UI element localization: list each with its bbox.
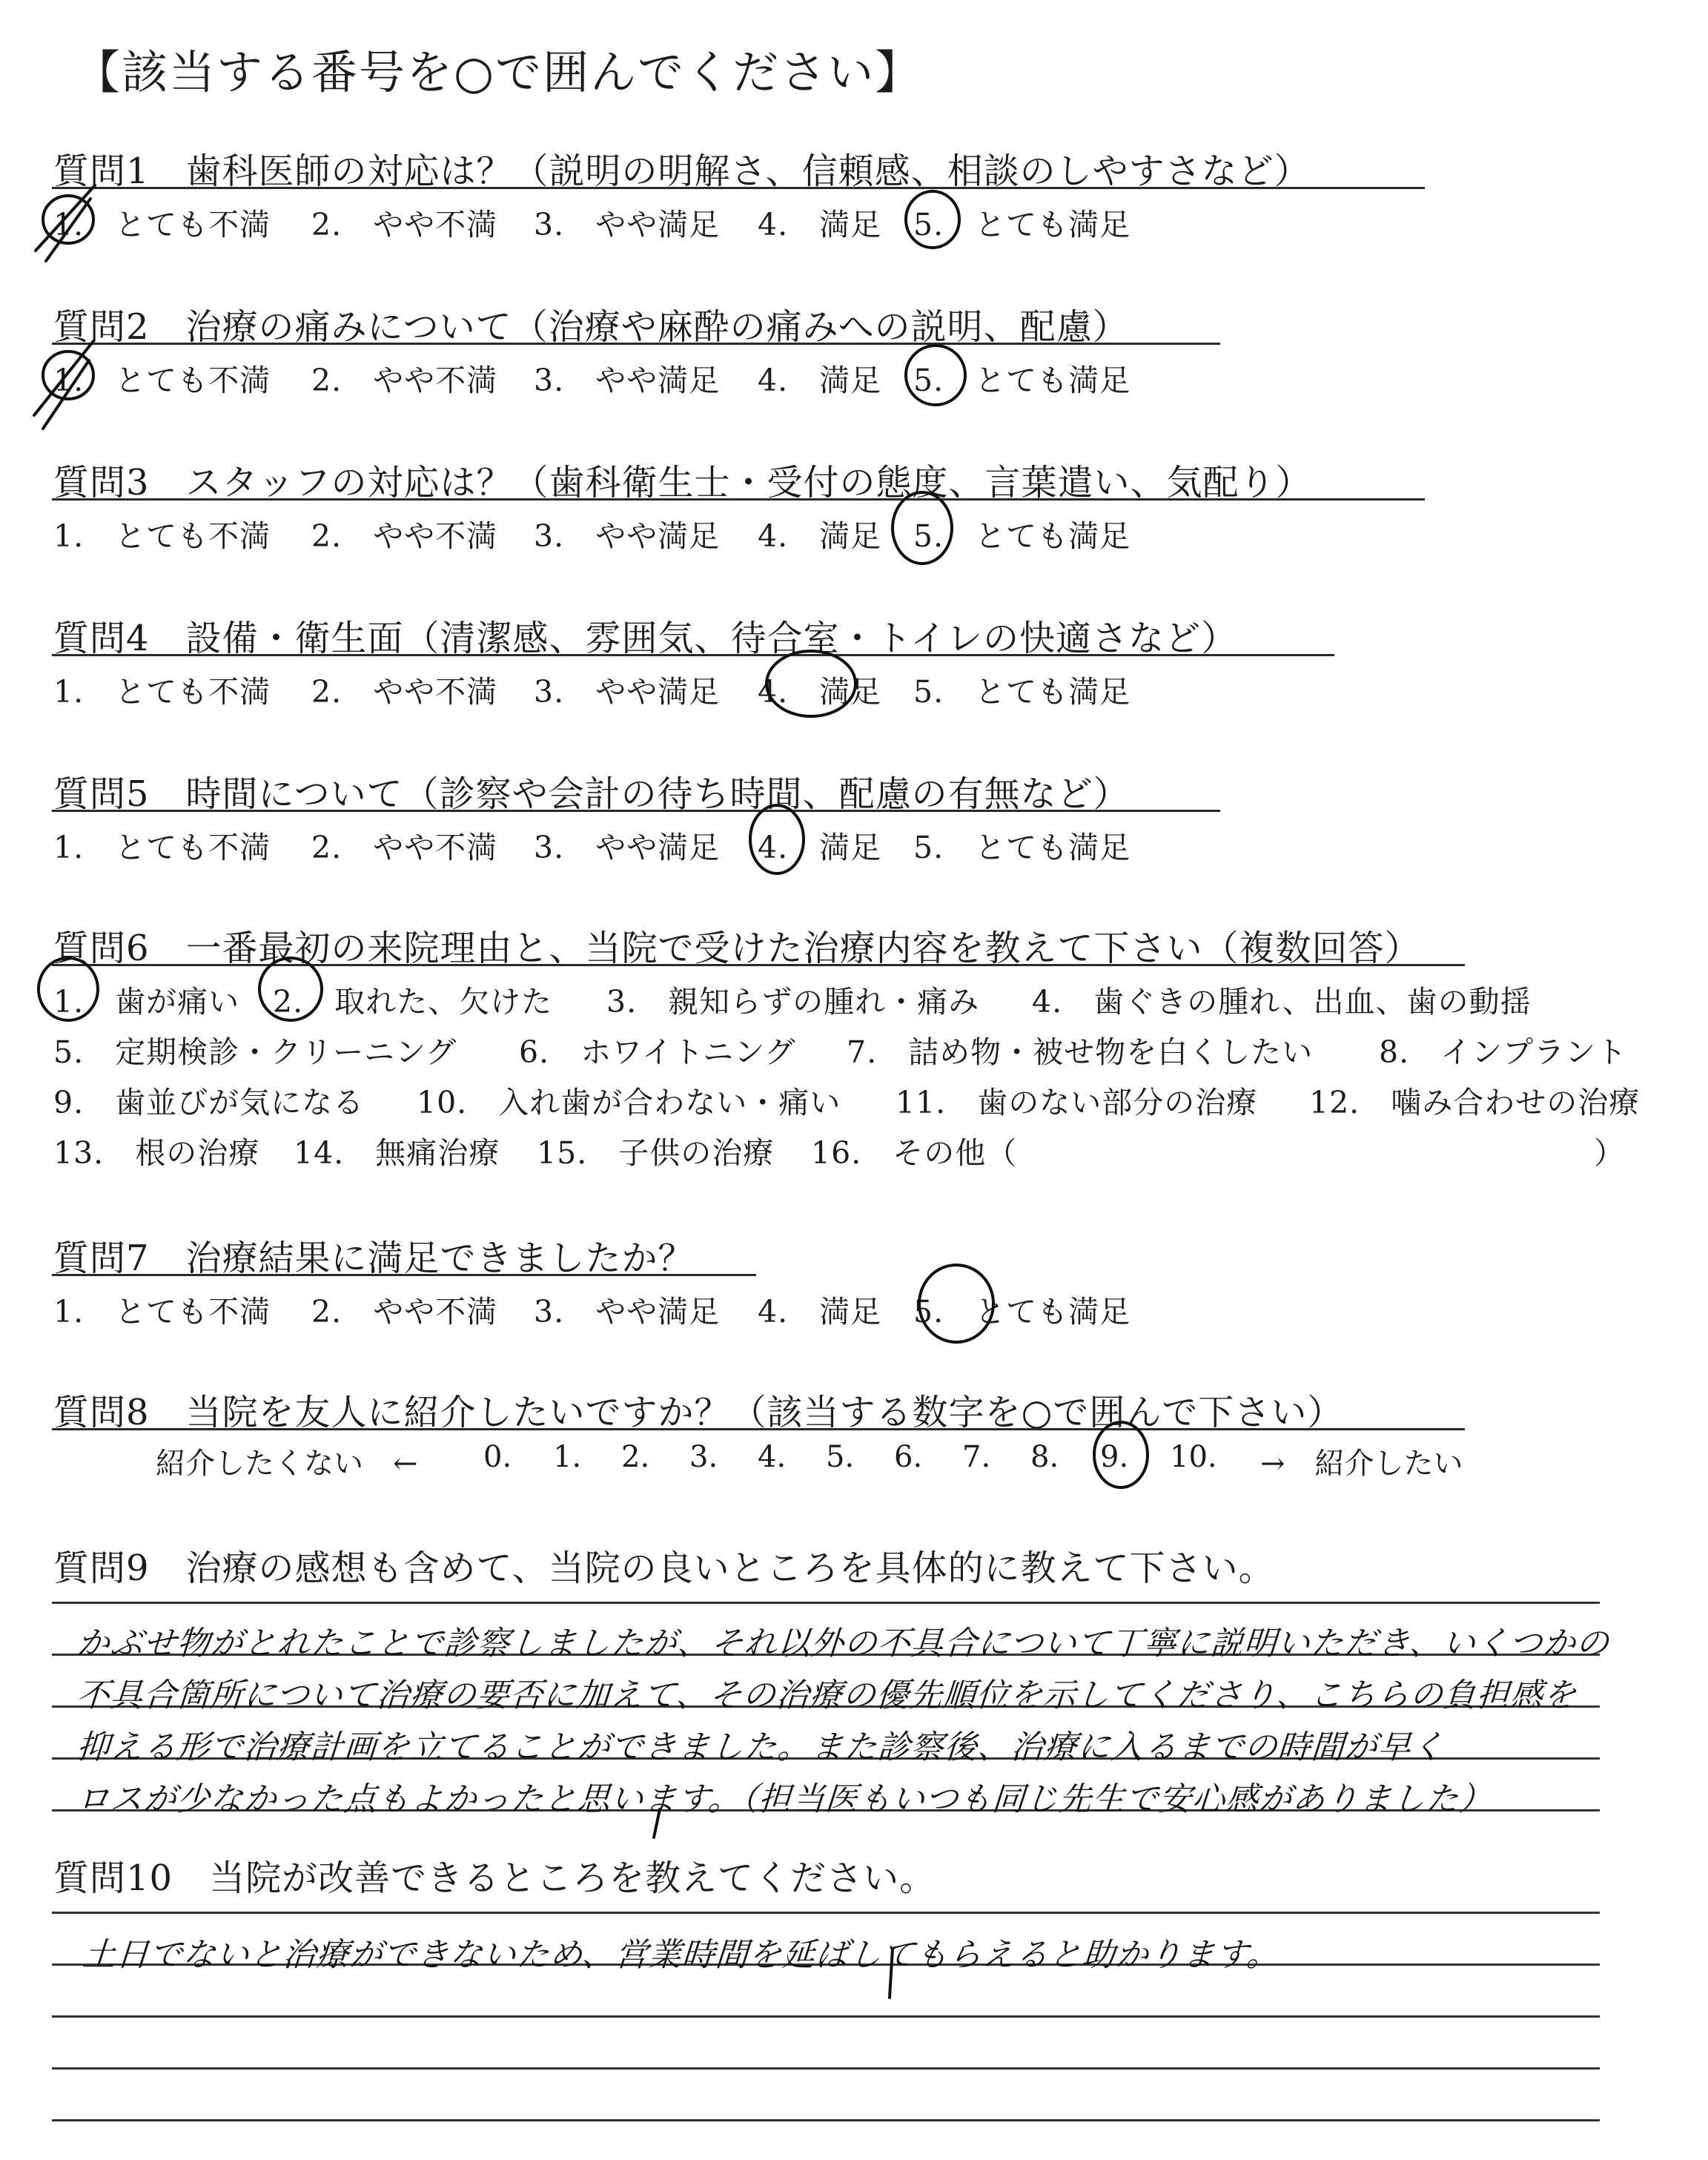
q6-option-14[interactable]: 14. 無痛治療 [294, 1135, 500, 1171]
q2-underline [52, 343, 1220, 345]
q3-option-1[interactable]: 1. とても不満 [53, 518, 271, 554]
q10-answer-rule-4 [52, 2067, 1600, 2070]
q8-scale-1[interactable]: 1. [553, 1440, 582, 1474]
q8-scale-7[interactable]: 7. [962, 1440, 991, 1474]
q6-option-7[interactable]: 7. 詰め物・被せ物を白くしたい [847, 1034, 1314, 1070]
q3-title: 質問3 スタッフの対応は？（歯科衛生士・受付の態度、言葉遣い、気配り） [53, 462, 1312, 503]
q7-option-4[interactable]: 4. 満足 [758, 1294, 882, 1330]
q4-option-1[interactable]: 1. とても不満 [53, 674, 271, 710]
q1-option-4[interactable]: 4. 満足 [758, 207, 882, 242]
q8-scale-10[interactable]: 10. [1170, 1440, 1217, 1474]
q6-option-8[interactable]: 8. インプラント [1379, 1034, 1628, 1070]
q10-title: 質問10 当院が改善できるところを教えてください。 [53, 1857, 936, 1899]
q1-option-1[interactable]: 1. とても不満 [53, 207, 271, 242]
q6-underline [52, 964, 1465, 966]
q9-answer-line-2[interactable]: 不具合箇所について治療の要否に加えて、その治療の優先順位を示してくださり、こちらの負担感を [75, 1677, 1578, 1714]
instruction-header: 【該当する番号を○で囲んでください】 [74, 45, 923, 99]
q5-option-2[interactable]: 2. やや不満 [311, 830, 498, 865]
q8-scale-2[interactable]: 2. [621, 1440, 650, 1474]
q3-option-2[interactable]: 2. やや不満 [311, 518, 498, 554]
q6-other-close-paren: ） [1594, 1135, 1625, 1171]
q3-option-5[interactable]: 5. とても満足 [913, 518, 1131, 554]
q3-option-3[interactable]: 3. やや満足 [534, 518, 721, 554]
q5-option-4[interactable]: 4. 満足 [758, 830, 882, 865]
q10-answer-line-1[interactable]: 土日でないと治療ができないため、営業時間を延ばしてもらえると助かります。 [81, 1936, 1282, 1974]
q4-option-2[interactable]: 2. やや不満 [311, 674, 498, 710]
q1-option-3[interactable]: 3. やや満足 [534, 207, 721, 242]
q1-option-5[interactable]: 5. とても満足 [913, 207, 1131, 242]
q10-answer-rule-1 [52, 1912, 1600, 1914]
q5-option-5[interactable]: 5. とても満足 [913, 830, 1131, 865]
q6-option-10[interactable]: 10. 入れ歯が合わない・痛い [417, 1085, 841, 1120]
q8-title: 質問8 当院を友人に紹介したいですか？（該当する数字を○で囲んで下さい） [53, 1392, 1344, 1433]
q1-title: 質問1 歯科医師の対応は？（説明の明解さ、信頼感、相談のしやすさなど） [53, 151, 1311, 192]
q8-underline [52, 1428, 1465, 1430]
q8-scale-5[interactable]: 5. [826, 1440, 855, 1474]
q7-underline [52, 1274, 756, 1276]
q9-answer-line-3[interactable]: 抑える形で治療計画を立てることができました。また診察後、治療に入るまでの時間が早く [75, 1728, 1446, 1766]
q6-title: 質問6 一番最初の来院理由と、当院で受けた治療内容を教えて下さい（複数回答） [53, 928, 1421, 969]
q5-underline [52, 810, 1220, 812]
q8-scale-9[interactable]: 9. [1100, 1440, 1129, 1474]
q9-title: 質問9 治療の感想も含めて、当院の良いところを具体的に教えて下さい。 [53, 1548, 1275, 1589]
q1-option-2[interactable]: 2. やや不満 [311, 207, 498, 242]
q4-option-3[interactable]: 3. やや満足 [534, 674, 721, 710]
q2-option-5[interactable]: 5. とても満足 [913, 363, 1131, 398]
q4-option-5[interactable]: 5. とても満足 [913, 674, 1131, 710]
q7-option-1[interactable]: 1. とても不満 [53, 1294, 271, 1330]
q9-answer-line-1[interactable]: かぶせ物がとれたことで診察しましたが、それ以外の不具合について丁寧に説明いただき、いくつかの [75, 1625, 1611, 1662]
q6-option-4[interactable]: 4. 歯ぐきの腫れ、出血、歯の動揺 [1032, 984, 1532, 1020]
q4-option-4[interactable]: 4. 満足 [758, 674, 882, 710]
q6-option-11[interactable]: 11. 歯のない部分の治療 [896, 1085, 1258, 1120]
q3-option-4[interactable]: 4. 満足 [758, 518, 882, 554]
q2-option-4[interactable]: 4. 満足 [758, 363, 882, 398]
q6-option-15[interactable]: 15. 子供の治療 [537, 1135, 775, 1171]
q6-option-9[interactable]: 9. 歯並びが気になる [53, 1085, 365, 1120]
q6-option-5[interactable]: 5. 定期検診・クリーニング [53, 1034, 457, 1070]
q8-left-label: 紹介したくない ← [156, 1447, 418, 1481]
q6-option-13[interactable]: 13. 根の治療 [53, 1135, 260, 1171]
q6-option-6[interactable]: 6. ホワイトニング [519, 1034, 796, 1070]
q8-right-label: → 紹介したい [1260, 1447, 1463, 1481]
q4-underline [52, 654, 1334, 656]
q7-option-5[interactable]: 5. とても満足 [913, 1294, 1131, 1330]
q6-option-1[interactable]: 1. 歯が痛い [53, 984, 240, 1020]
q7-option-3[interactable]: 3. やや満足 [534, 1294, 721, 1330]
q9-answer-rule-1 [52, 1602, 1600, 1604]
q4-title: 質問4 設備・衛生面（清潔感、雰囲気、待合室・トイレの快適さなど） [53, 618, 1238, 659]
q5-option-3[interactable]: 3. やや満足 [534, 830, 721, 865]
q5-option-1[interactable]: 1. とても不満 [53, 830, 271, 865]
q6-option-16[interactable]: 16. その他（ [811, 1135, 1018, 1171]
q6-option-3[interactable]: 3. 親知らずの腫れ・痛み [606, 984, 980, 1020]
q10-answer-rule-3 [52, 2015, 1600, 2018]
q8-scale-4[interactable]: 4. [758, 1440, 787, 1474]
q6-option-12[interactable]: 12. 噛み合わせの治療 [1309, 1085, 1641, 1120]
q8-scale-0[interactable]: 0. [483, 1440, 512, 1474]
q8-scale-3[interactable]: 3. [689, 1440, 718, 1474]
q7-title: 質問7 治療結果に満足できましたか？ [53, 1238, 695, 1279]
q2-title: 質問2 治療の痛みについて（治療や麻酔の痛みへの説明、配慮） [53, 306, 1129, 348]
q2-option-1[interactable]: 1. とても不満 [53, 363, 271, 398]
q8-scale-6[interactable]: 6. [894, 1440, 923, 1474]
q5-title: 質問5 時間について（診察や会計の待ち時間、配慮の有無など） [53, 773, 1130, 815]
q7-option-2[interactable]: 2. やや不満 [311, 1294, 498, 1330]
q6-option-2[interactable]: 2. 取れた、欠けた [273, 984, 553, 1020]
q8-scale-8[interactable]: 8. [1030, 1440, 1059, 1474]
q3-underline [52, 498, 1425, 501]
q2-option-2[interactable]: 2. やや不満 [311, 363, 498, 398]
q2-option-3[interactable]: 3. やや満足 [534, 363, 721, 398]
q10-answer-rule-5 [52, 2119, 1600, 2121]
q9-answer-line-4[interactable]: ロスが少なかった点もよかったと思います。（担当医もいつも同じ先生で安心感がありました） [75, 1780, 1494, 1818]
q1-underline [52, 187, 1425, 189]
